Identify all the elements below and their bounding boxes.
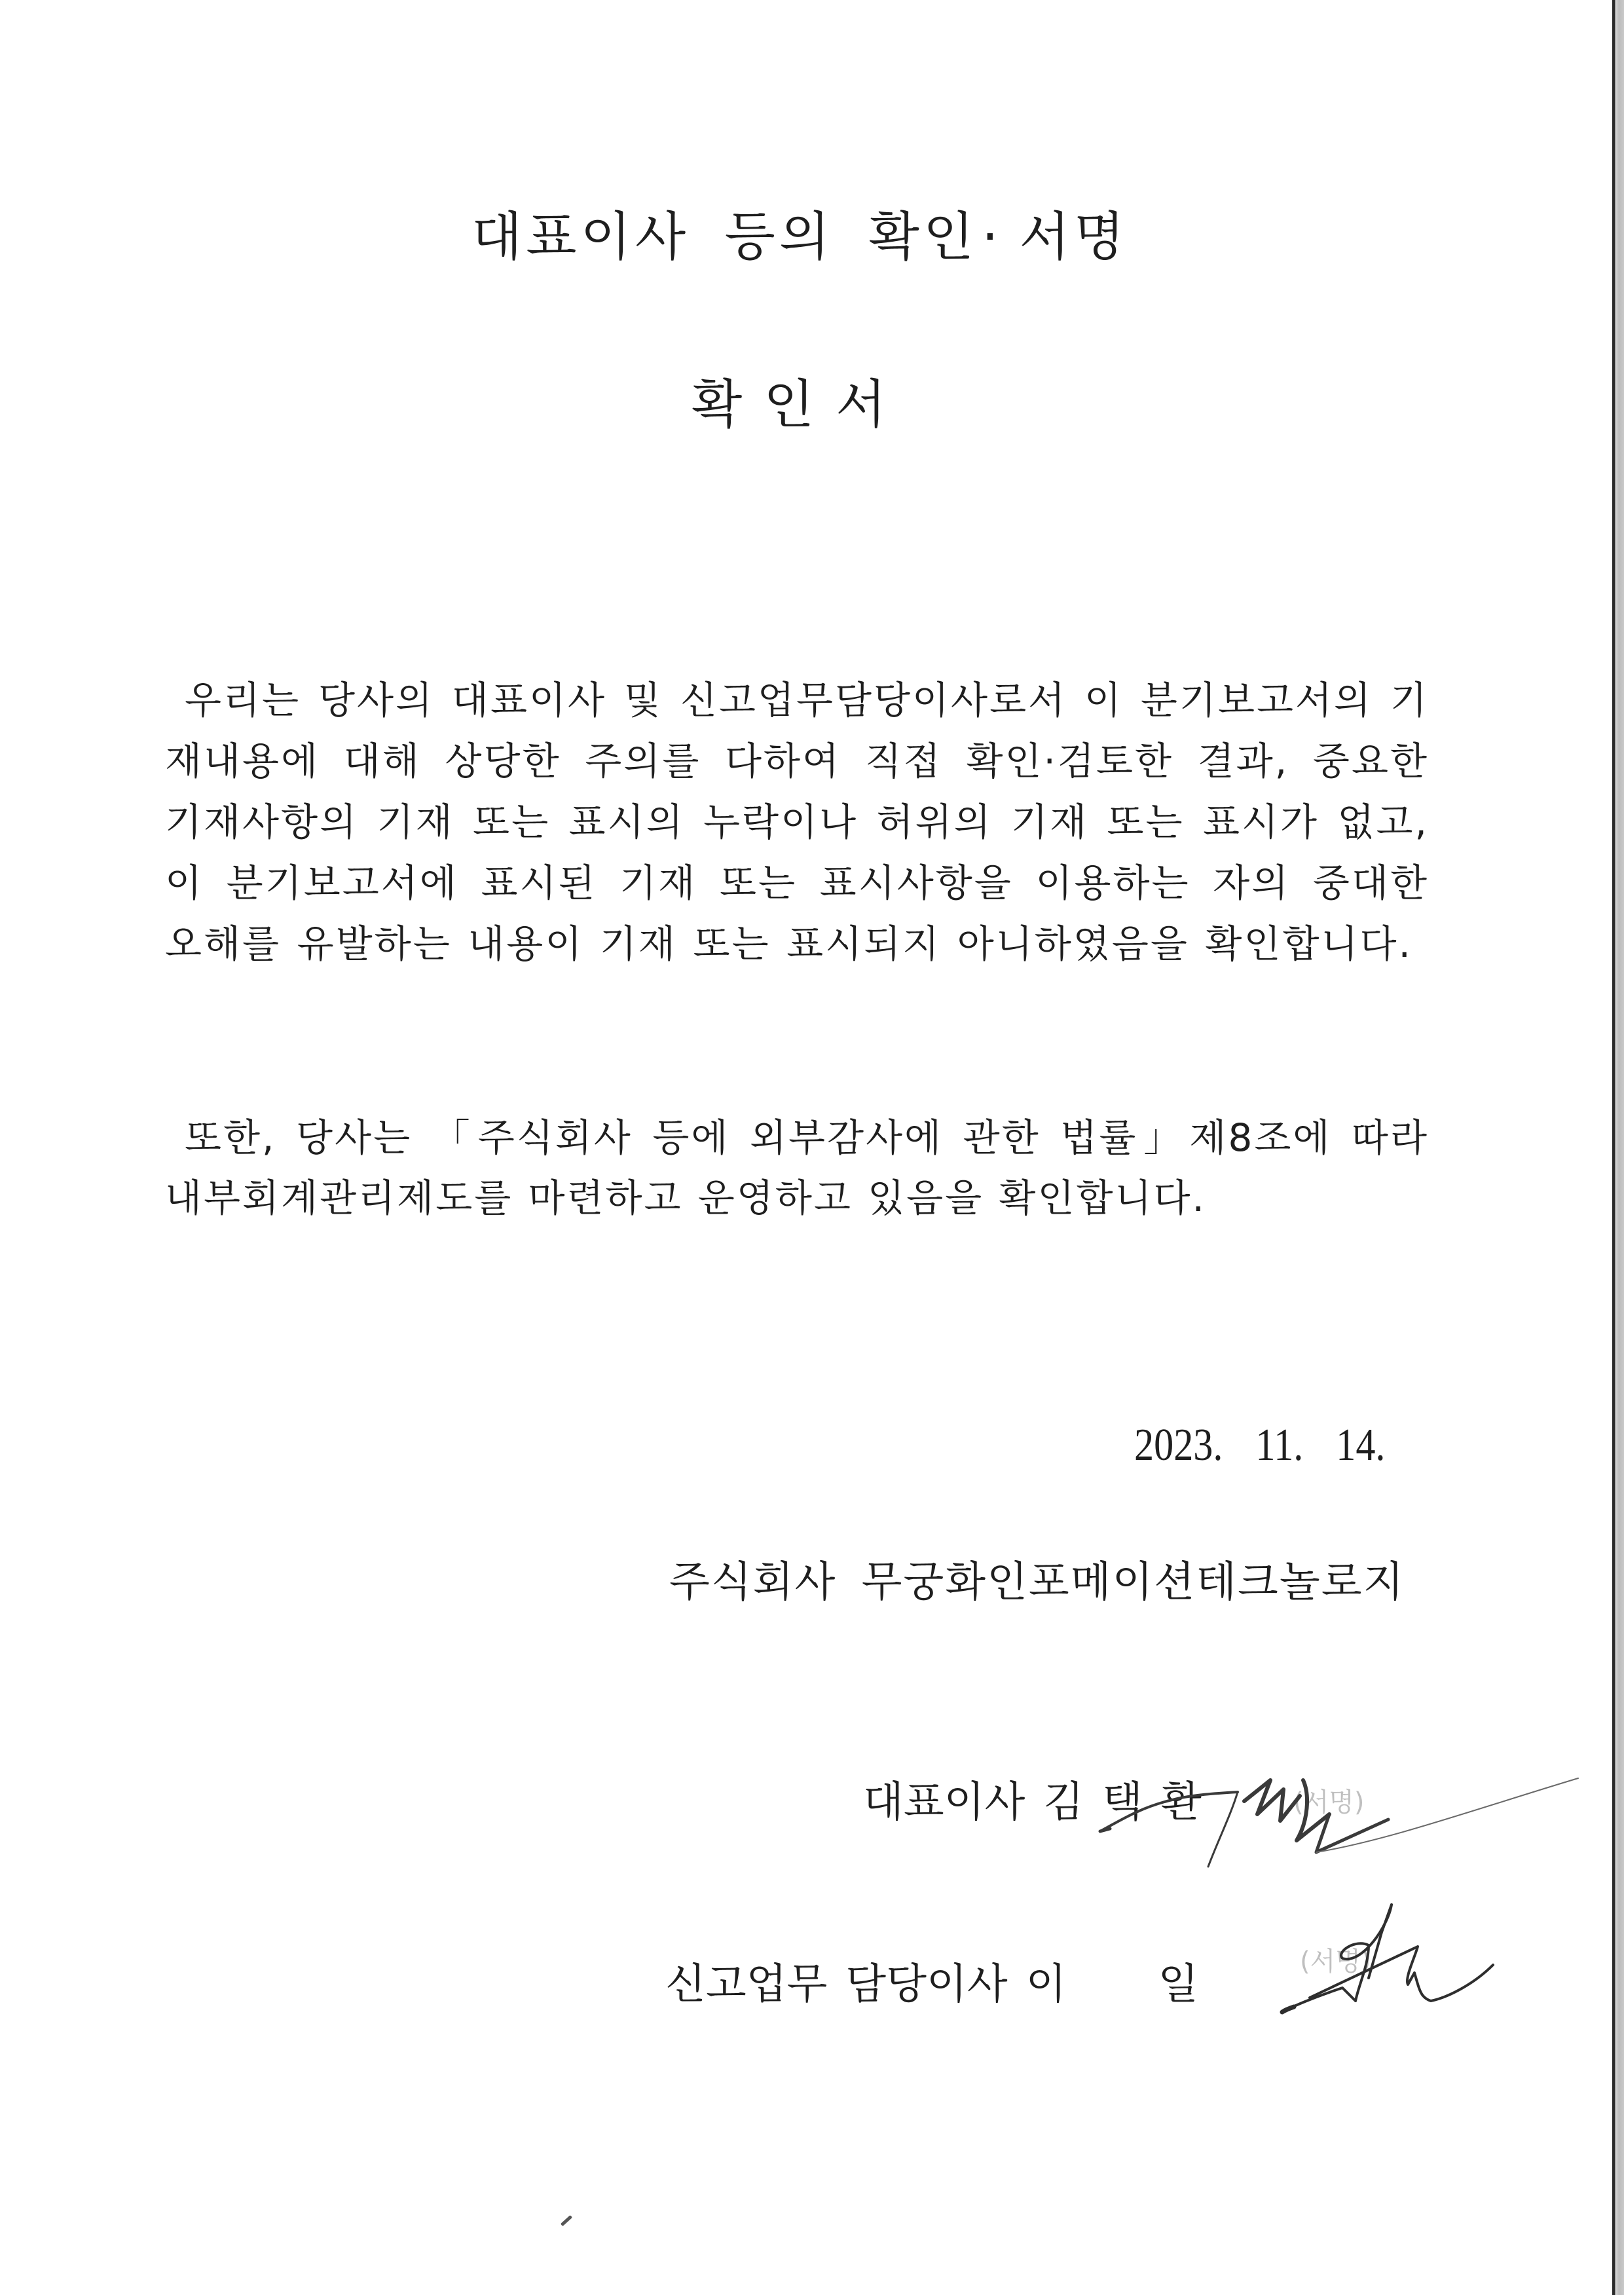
stamp-placeholder-ceo: (서명)	[1293, 1787, 1365, 1818]
signature-ceo-icon	[1022, 1742, 1598, 1873]
document-date	[1134, 1420, 1386, 1470]
scan-edge-border	[1612, 0, 1624, 2295]
paragraph-line: 재내용에 대해 상당한 주의를 다하여 직접 확인·검토한 결과, 중요한	[165, 739, 1429, 783]
date-day: 14.	[1336, 1420, 1386, 1470]
title-part2: 서명	[1019, 206, 1129, 267]
paragraph-line: 이 분기보고서에 표시된 기재 또는 표시사항을 이용하는 자의 중대한	[165, 861, 1429, 905]
signatory-reporting-director	[665, 1960, 1199, 2009]
date-year: 2023.	[1134, 1420, 1223, 1470]
signatory-role: 대표이사	[863, 1778, 1025, 1827]
subtitle-char: 서	[836, 374, 887, 435]
paragraph-line: 우리는 당사의 대표이사 및 신고업무담당이사로서 이 분기보고서의 기	[185, 678, 1429, 722]
subtitle-char: 인	[764, 374, 815, 435]
title-separator: ·	[982, 206, 1003, 267]
title-part1: 대표이사 등의 확인	[471, 206, 978, 267]
signature-reporting-director-icon	[1270, 1886, 1519, 2030]
signatory-name-char: 이	[1025, 1960, 1067, 2009]
signatory-name-char: 환	[1160, 1778, 1202, 1827]
signatory-name-char: 택	[1102, 1778, 1143, 1827]
signatory-role: 신고업무	[665, 1960, 828, 2009]
company-name: 주식회사 무궁화인포메이션테크놀로지	[669, 1558, 1405, 1607]
signatory-name-char: 김	[1043, 1778, 1084, 1827]
paragraph-line: 또한, 당사는 「주식회사 등에 외부감사에 관한 법률」제8조에 따라	[185, 1115, 1429, 1160]
document-subtitle	[692, 374, 887, 435]
subtitle-char: 확	[692, 374, 743, 435]
document-title	[471, 206, 1129, 267]
paragraph-line: 내부회계관리제도를 마련하고 운영하고 있음을 확인합니다.	[165, 1176, 1206, 1220]
paragraph-line: 오해를 유발하는 내용이 기재 또는 표시되지 아니하였음을 확인합니다.	[165, 922, 1412, 966]
signatory-role: 담당이사	[845, 1960, 1008, 2009]
paragraph-line: 기재사항의 기재 또는 표시의 누락이나 허위의 기재 또는 표시가 없고,	[165, 800, 1429, 844]
signatory-name-char: 일	[1158, 1960, 1199, 2009]
scan-speck	[561, 2215, 572, 2226]
stamp-placeholder-reporting-director: (서명)	[1300, 1947, 1371, 1977]
date-month: 11.	[1255, 1420, 1304, 1470]
